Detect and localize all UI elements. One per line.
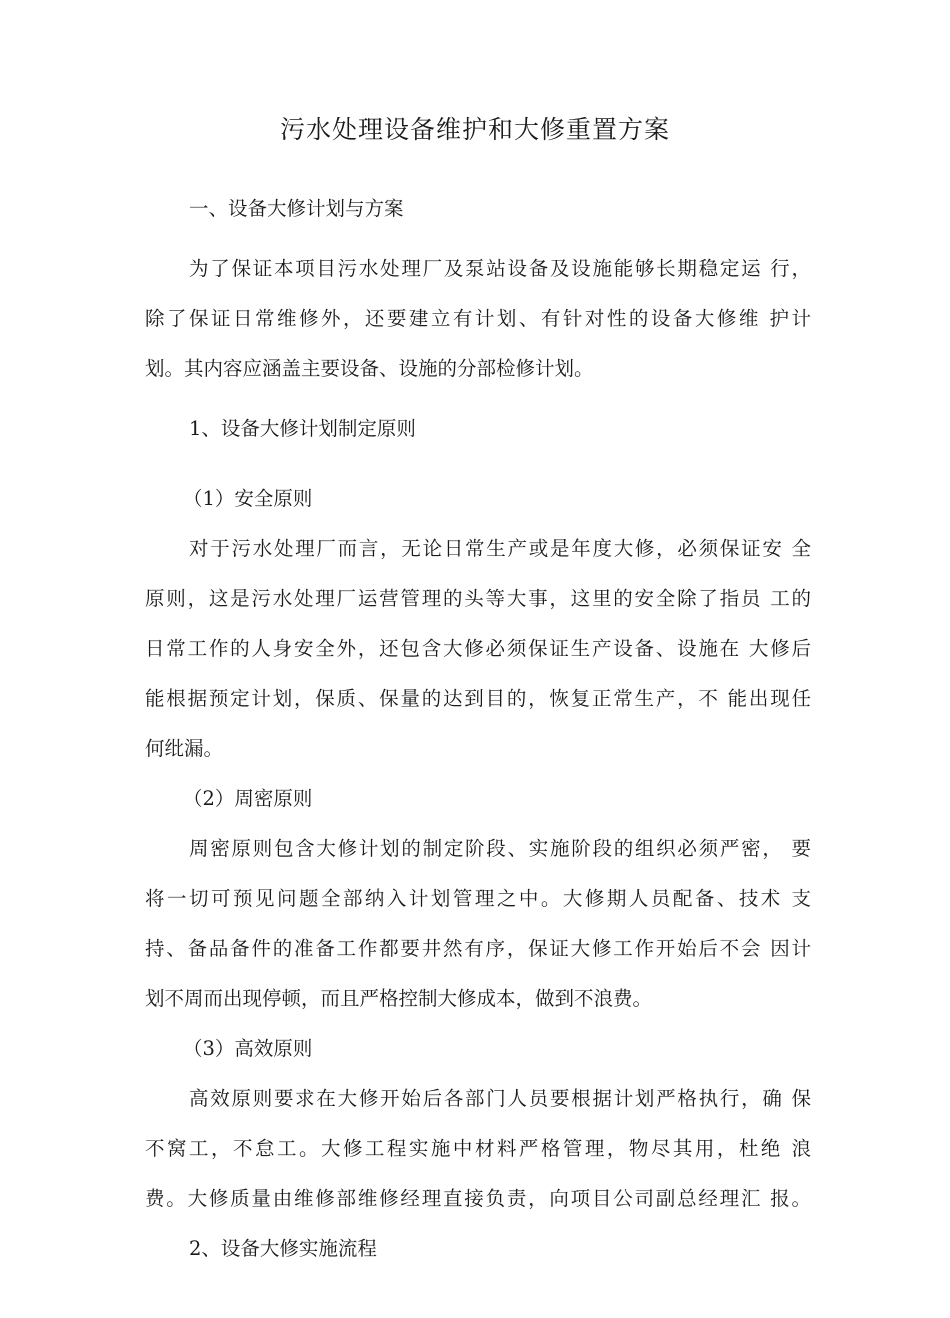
paragraph-line: 原则，这是污水处理厂运营管理的头等大事，这里的安全除了指员 工的 xyxy=(145,587,811,610)
paragraph-line: 划。其内容应涵盖主要设备、设施的分部检修计划。 xyxy=(145,357,594,380)
paragraph-line: 周密原则包含大修计划的制定阶段、实施阶段的组织必须严密， 要 xyxy=(189,837,811,860)
subsection-heading: （2）周密原则 xyxy=(183,787,313,810)
section-3 xyxy=(145,474,811,774)
section-5 xyxy=(145,1024,811,1224)
paragraph-line: 何纰漏。 xyxy=(145,737,224,760)
section-heading: 2、设备大修实施流程 xyxy=(189,1237,377,1260)
paragraph-line: 除了保证日常维修外，还要建立有计划、有针对性的设备大修维 护计 xyxy=(145,307,811,330)
section-heading: 一、设备大修计划与方案 xyxy=(189,197,404,220)
section-1 xyxy=(145,184,811,394)
paragraph-line: 能根据预定计划，保质、保量的达到目的，恢复正常生产，不 能出现任 xyxy=(145,687,811,710)
paragraph-line: 将一切可预见问题全部纳入计划管理之中。大修期人员配备、技术 支 xyxy=(145,887,811,910)
document-title: 污水处理设备维护和大修重置方案 xyxy=(279,115,670,144)
paragraph-line: 费。大修质量由维修部维修经理直接负责，向项目公司副总经理汇 报。 xyxy=(145,1187,811,1210)
section-6 xyxy=(145,1224,811,1274)
section-4 xyxy=(145,774,811,1024)
paragraph-line: 日常工作的人身安全外，还包含大修必须保证生产设备、设施在 大修后 xyxy=(145,637,811,660)
section-2 xyxy=(145,404,811,454)
subsection-heading: （1）安全原则 xyxy=(183,487,313,510)
paragraph-line: 为了保证本项目污水处理厂及泵站设备及设施能够长期稳定运 行， xyxy=(189,257,811,280)
paragraph-line: 不窝工，不怠工。大修工程实施中材料严格管理，物尽其用，杜绝 浪 xyxy=(145,1137,811,1160)
subsection-heading: （3）高效原则 xyxy=(183,1037,313,1060)
paragraph-line: 高效原则要求在大修开始后各部门人员要根据计划严格执行，确 保 xyxy=(189,1087,811,1110)
paragraph-line: 持、备品备件的准备工作都要井然有序，保证大修工作开始后不会 因计 xyxy=(145,937,811,960)
section-heading: 1、设备大修计划制定原则 xyxy=(189,417,416,440)
document-body xyxy=(145,184,811,1274)
paragraph-line: 对于污水处理厂而言，无论日常生产或是年度大修，必须保证安 全 xyxy=(189,537,811,560)
paragraph-line: 划不周而出现停顿，而且严格控制大修成本，做到不浪费。 xyxy=(145,987,653,1010)
